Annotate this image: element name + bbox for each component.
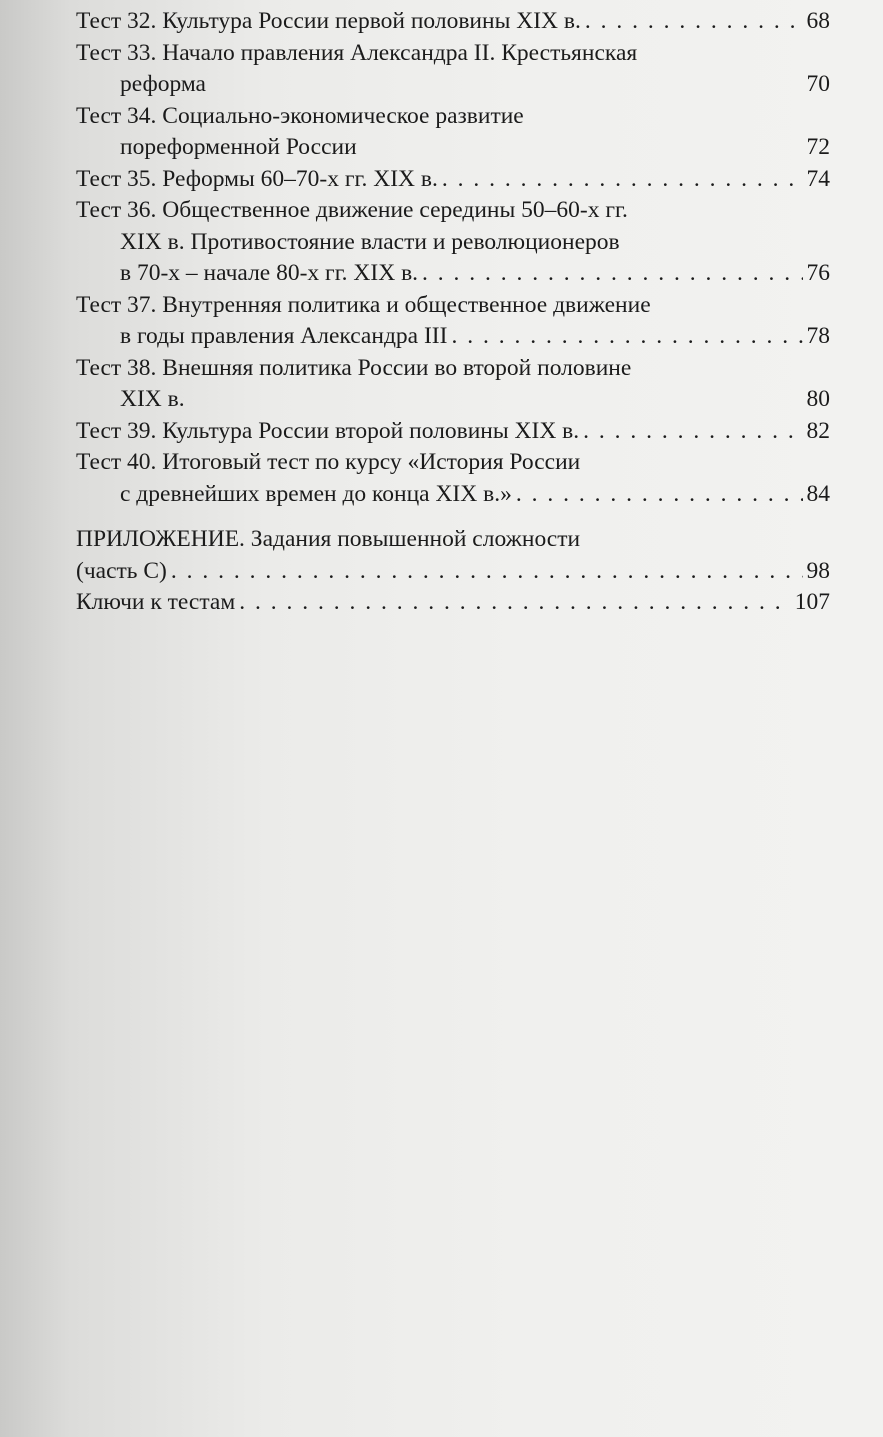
toc-entry-title: ПРИЛОЖЕНИЕ. Задания повышенной сложности	[76, 526, 581, 552]
toc-entry-test-33	[76, 38, 830, 101]
dot-leader	[583, 416, 802, 448]
page-number: 98	[806, 557, 830, 584]
page-number: 78	[806, 323, 830, 349]
dot-leader	[516, 479, 803, 511]
dot-leader	[451, 321, 802, 353]
dot-leader	[442, 164, 803, 196]
toc-entry-appendix	[76, 524, 830, 587]
page-number: 82	[806, 417, 830, 444]
toc-line	[76, 321, 830, 353]
toc-entry-title: Тест 33. Начало правления Александра II. Крестьянская	[76, 39, 638, 66]
table-of-contents	[76, 6, 830, 619]
toc-entry-title-cont: реформа	[120, 71, 206, 97]
page-number: 107	[794, 589, 830, 615]
toc-entry-title: Тест 32. Культура России первой половины XIX в.	[76, 8, 581, 34]
toc-entry-test-36	[76, 195, 830, 290]
toc-entry-test-40	[76, 447, 830, 510]
page-number: 74	[806, 165, 830, 192]
toc-entry-title: Тест 35. Реформы 60–70-х гг. XIX в.	[76, 165, 438, 192]
toc-entry-title: Тест 36. Общественное движение середины 50–60-х гг.	[76, 197, 628, 223]
toc-line	[76, 6, 830, 38]
toc-entry-title: Тест 40. Итоговый тест по курсу «История России	[76, 449, 581, 475]
page-number: 72	[806, 134, 830, 160]
toc-entry-test-39	[76, 416, 830, 448]
toc-entry-title-cont: XIX в. Противостояние власти и революционеров	[120, 228, 620, 255]
section-gap	[76, 510, 830, 524]
toc-entry-test-32	[76, 6, 830, 38]
toc-entry-test-38	[76, 353, 830, 416]
toc-entry-title: Ключи к тестам	[76, 589, 236, 615]
toc-entry-test-37	[76, 290, 830, 353]
toc-line	[76, 132, 830, 164]
toc-entry-title: Тест 37. Внутренняя политика и общественное движение	[76, 291, 651, 318]
toc-entry-title-cont: пореформенной России	[120, 134, 357, 160]
toc-entry-test-35	[76, 164, 830, 196]
toc-entry-keys	[76, 587, 830, 619]
page-number: 76	[806, 260, 830, 286]
toc-line	[76, 69, 830, 101]
toc-line	[76, 416, 830, 448]
toc-entry-title: Тест 34. Социально-экономическое развитие	[76, 102, 524, 129]
toc-line	[76, 479, 830, 511]
toc-entry-title-cont: с древнейших времен до конца XIX в.»	[120, 480, 512, 507]
toc-line	[76, 164, 830, 196]
page-number: 84	[806, 480, 830, 507]
toc-entry-title: Тест 38. Внешняя политика России во второй половине	[76, 354, 632, 381]
page-number: 68	[806, 8, 830, 34]
toc-entry-title-cont: в 70-х – начале 80-х гг. XIX в.	[120, 260, 419, 286]
toc-line	[76, 258, 830, 290]
dot-leader	[585, 6, 803, 38]
toc-line	[76, 384, 830, 416]
page-number: 80	[806, 386, 830, 412]
toc-line	[76, 587, 830, 619]
toc-entry-title-cont: (часть С)	[76, 557, 167, 584]
toc-entry-title-cont: XIX в.	[120, 386, 185, 412]
dot-leader	[171, 556, 803, 588]
toc-entry-title-cont: в годы правления Александра III	[120, 323, 448, 349]
toc-entry-test-34	[76, 101, 830, 164]
toc-line	[76, 556, 830, 588]
dot-leader	[239, 587, 791, 619]
toc-entry-title: Тест 39. Культура России второй половины XIX в.	[76, 417, 580, 444]
page-number: 70	[806, 71, 830, 97]
dot-leader	[422, 258, 802, 290]
